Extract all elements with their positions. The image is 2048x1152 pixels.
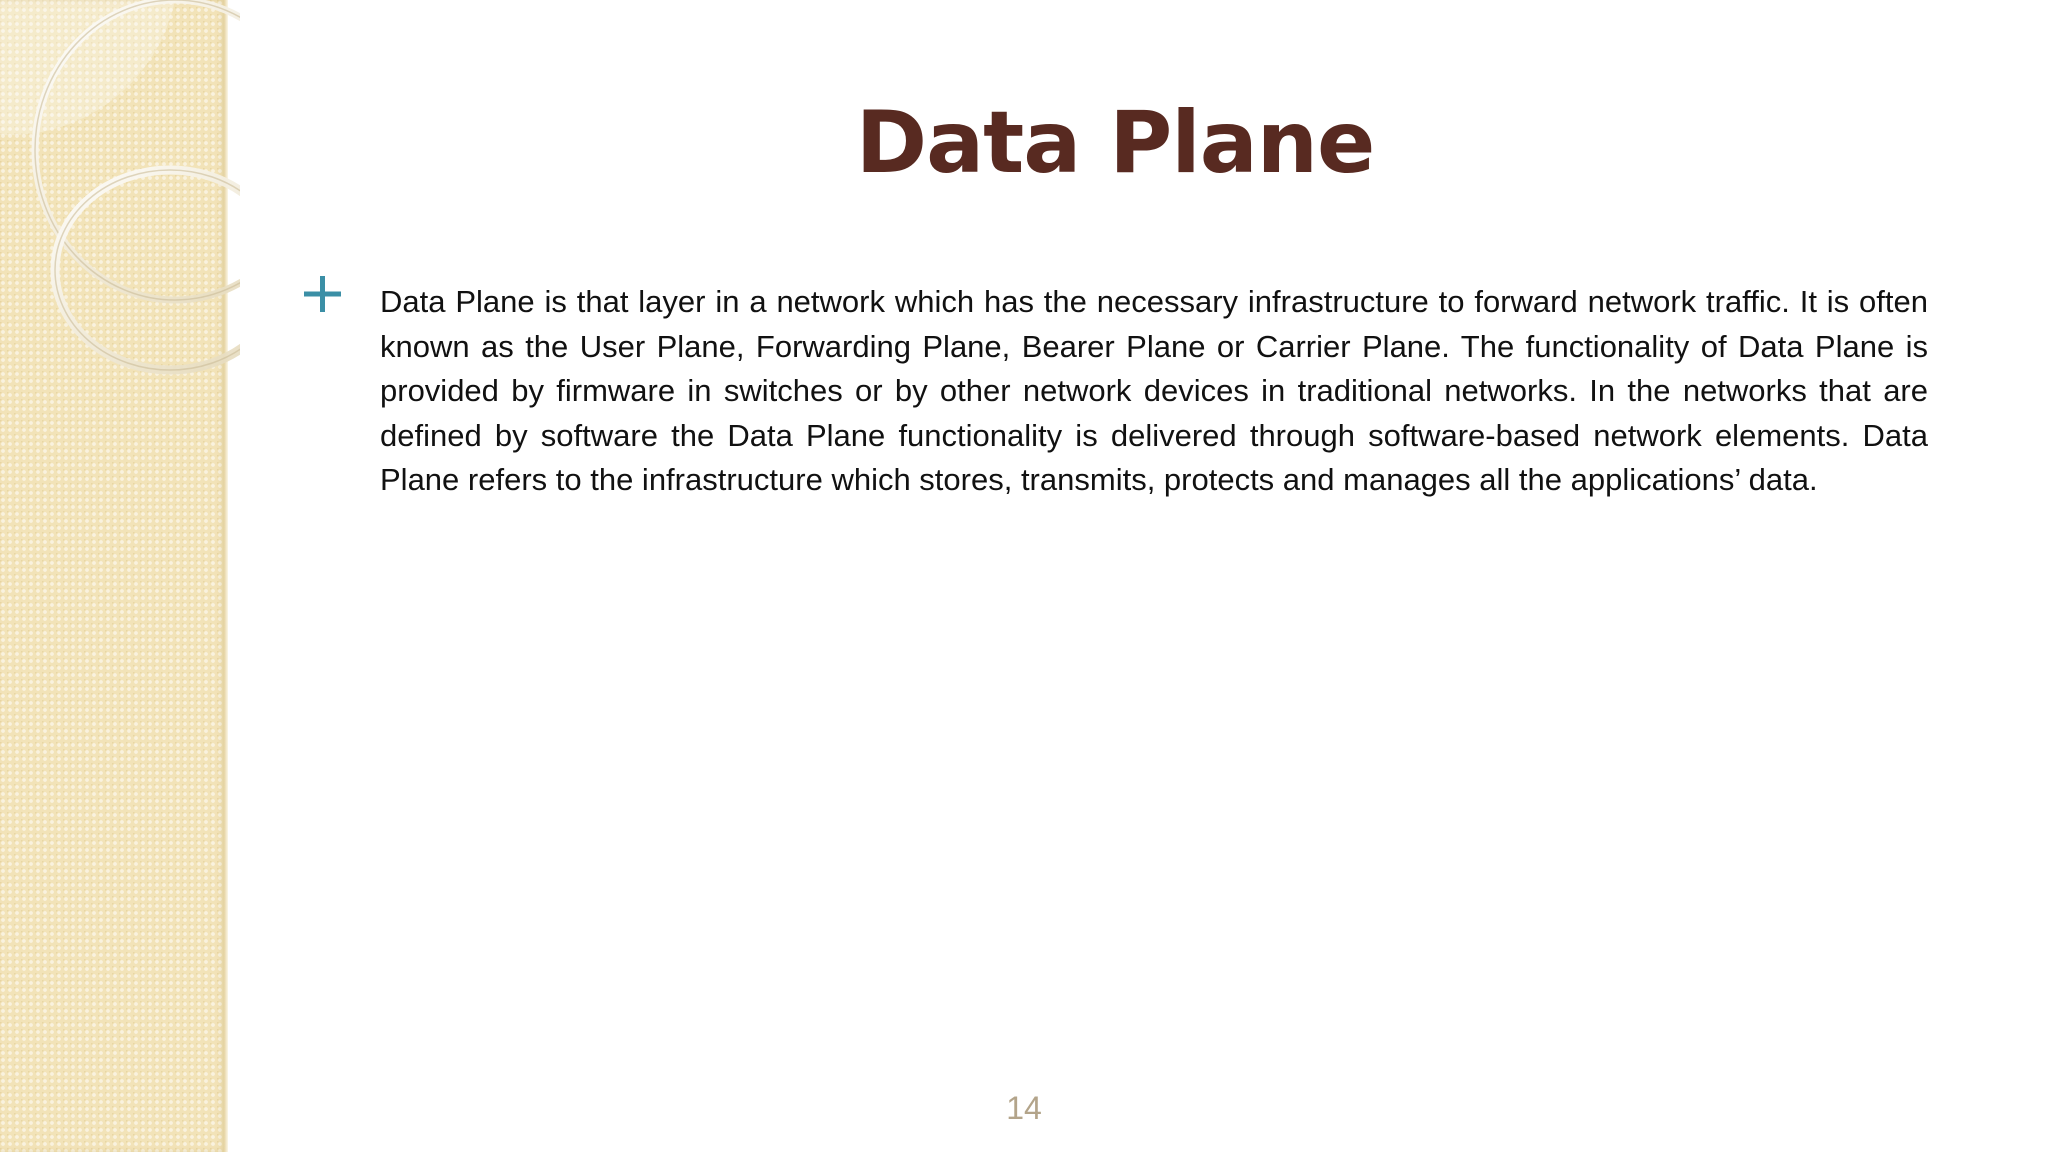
page-number: 14 [1006, 1090, 1042, 1126]
plus-bullet-icon [301, 272, 345, 316]
slide-title: Data Plane [855, 93, 1375, 193]
slide-body-text: Data Plane is that layer in a network which has the necessary infrastructure to forward network traffic. It is often known as the User Plane, Forwarding Plane, Bearer Plane or Carrier Plane. The functionality of Data Plane is provided by firmware in switches or by other network devices in traditional networks. In the networks that are defined by software the Data Plane functionality is delivered through software-based network elements. Data Plane refers to the infrastructure which stores, transmits, protects and manages all the applications’ data. [380, 284, 1928, 497]
decorative-rings-icon [0, 0, 240, 420]
